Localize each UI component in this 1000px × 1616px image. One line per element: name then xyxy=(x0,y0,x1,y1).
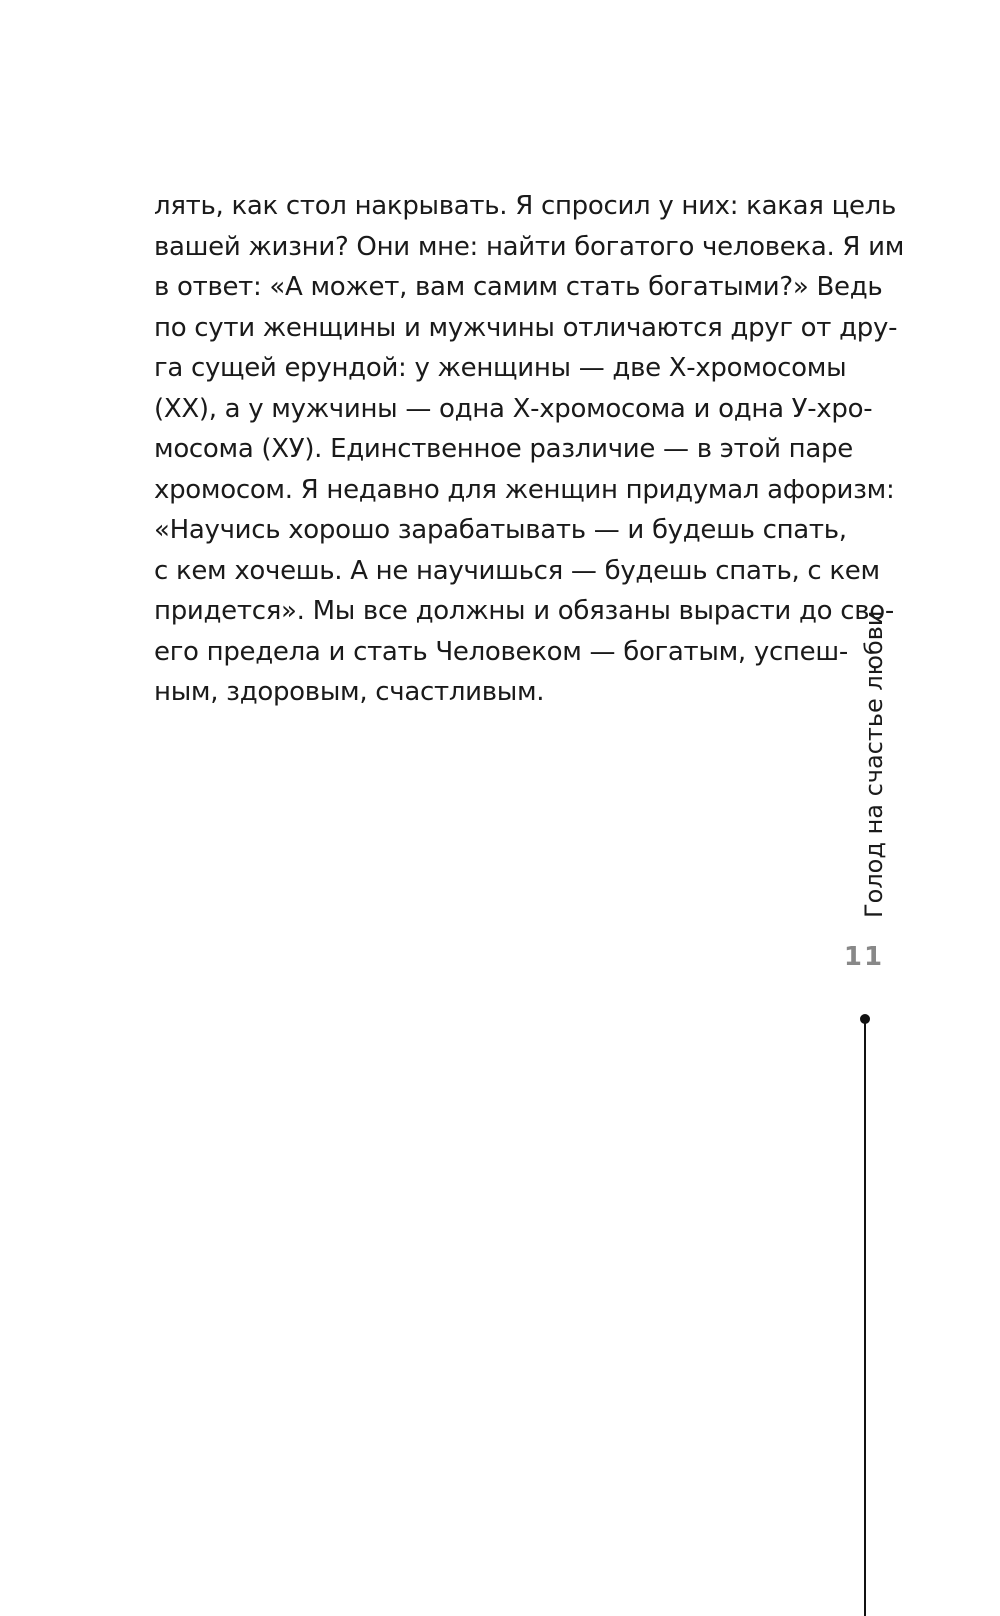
margin-rule-line xyxy=(864,1020,866,1616)
text-line: вашей жизни? Они мне: найти богатого человека. Я им xyxy=(154,231,905,262)
text-line: (ХХ), а у мужчины — одна Х-хромосома и одна У-хро- xyxy=(154,393,873,424)
text-line: лять, как стол накрывать. Я спросил у них: какая цель xyxy=(154,191,896,221)
body-text xyxy=(154,186,905,713)
text-line: «Научись хорошо зарабатывать — и будешь спать, xyxy=(154,515,847,545)
running-head: Голод на счастье любви xyxy=(860,610,888,918)
text-line: хромосом. Я недавно для женщин придумал афоризм: xyxy=(154,474,895,505)
text-line: в ответ: «А может, вам самим стать богатыми?» Ведь xyxy=(154,272,883,302)
text-line: мосома (ХУ). Единственное различие — в этой паре xyxy=(154,434,853,464)
text-line: придется». Мы все должны и обязаны вырасти до сво- xyxy=(154,596,894,626)
text-line: га сущей ерундой: у женщины — две Х-хромосомы xyxy=(154,353,847,383)
text-line: по сути женщины и мужчины отличаются друг от дру- xyxy=(154,312,898,343)
page-number: 11 xyxy=(843,942,885,972)
text-line: с кем хочешь. А не научишься — будешь спать, с кем xyxy=(154,555,880,586)
text-line: его предела и стать Человеком — богатым, успеш- xyxy=(154,636,848,667)
text-line: ным, здоровым, счастливым. xyxy=(154,677,545,707)
